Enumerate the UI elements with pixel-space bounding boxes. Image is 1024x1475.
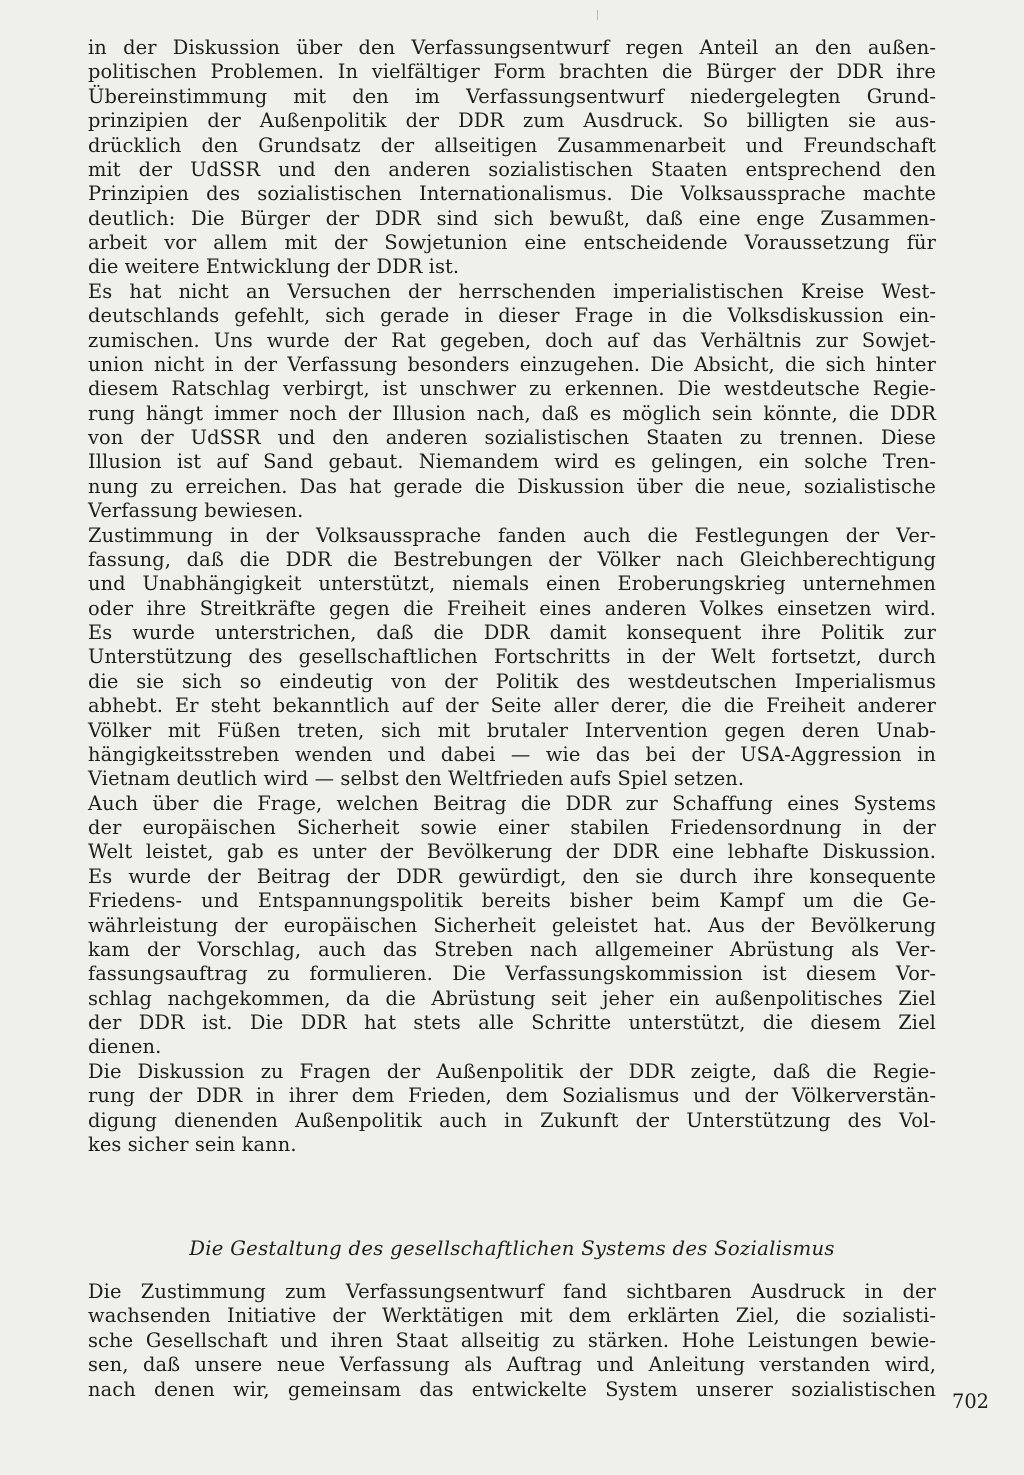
text-line: nung zu erreichen. Das hat gerade die Diskussion über die neue, sozialistische xyxy=(88,474,936,498)
text-line: Es wurde der Beitrag der DDR gewürdigt, den sie durch ihre konsequente xyxy=(88,864,936,888)
text-line: rung hängt immer noch der Illusion nach, daß es möglich sein könnte, die DDR xyxy=(88,401,936,425)
text-line: Übereinstimmung mit den im Verfassungsentwurf niedergelegten Grund- xyxy=(88,84,936,108)
text-line: deutschlands gefehlt, sich gerade in dieser Frage in die Volksdiskussion ein- xyxy=(88,304,936,328)
text-line: kam der Vorschlag, auch das Streben nach allgemeiner Abrüstung als Ver- xyxy=(88,937,936,961)
scan-mark xyxy=(597,10,598,20)
text-line: rung der DDR in ihrer dem Frieden, dem Sozialismus und der Völkerverstän- xyxy=(88,1084,936,1108)
text-line: dienen. xyxy=(88,1035,162,1059)
text-line: Die Diskussion zu Fragen der Außenpolitik der DDR zeigte, daß die Regie- xyxy=(88,1059,936,1083)
text-line: hängigkeitsstreben wenden und dabei — wie das bei der USA-Aggression in xyxy=(88,742,936,766)
text-line: Friedens- und Entspannungspolitik bereits bisher beim Kampf um die Ge- xyxy=(88,889,936,913)
text-line: Welt leistet, gab es unter der Bevölkerung der DDR eine lebhafte Diskussion. xyxy=(88,840,936,864)
text-line: der DDR ist. Die DDR hat stets alle Schritte unterstützt, die diesem Ziel xyxy=(88,1011,936,1034)
section-heading: Die Gestaltung des gesellschaftlichen Systems des Sozialismus xyxy=(189,1237,835,1260)
text-line: in der Diskussion über den Verfassungsentwurf regen Anteil an den außen- xyxy=(88,36,936,59)
body-text-top xyxy=(88,36,936,1157)
page-number: 702 xyxy=(952,1390,990,1413)
text-line: von der UdSSR und den anderen sozialistischen Staaten zu trennen. Diese xyxy=(88,426,936,449)
text-line: Unterstützung des gesellschaftlichen Fortschritts in der Welt fortsetzt, durch xyxy=(88,645,936,669)
text-line: Vietnam deutlich wird — selbst den Weltfrieden aufs Spiel setzen. xyxy=(88,767,745,791)
text-line: oder ihre Streitkräfte gegen die Freiheit eines anderen Volkes einsetzen wird. xyxy=(88,596,936,620)
text-line: abhebt. Er steht bekanntlich auf der Seite aller derer, die die Freiheit anderer xyxy=(88,694,936,718)
text-line: Völker mit Füßen treten, sich mit brutaler Intervention gegen deren Unab- xyxy=(88,718,936,742)
text-line: schlag nachgekommen, da die Abrüstung seit jeher ein außenpolitisches Ziel xyxy=(88,986,936,1010)
text-line: die weitere Entwicklung der DDR ist. xyxy=(88,255,460,279)
text-line: die sie sich so eindeutig von der Politik des westdeutschen Imperialismus xyxy=(88,669,936,693)
text-line: währleistung der europäischen Sicherheit geleistet hat. Aus der Bevölkerung xyxy=(88,913,936,937)
text-line: und Unabhängigkeit unterstützt, niemals einen Eroberungskrieg unternehmen xyxy=(88,572,936,596)
text-line: Zustimmung in der Volksaussprache fanden auch die Festlegungen der Ver- xyxy=(88,523,936,547)
text-line: Verfassung bewiesen. xyxy=(88,499,304,523)
text-line: der europäischen Sicherheit sowie einer stabilen Friedensordnung in der xyxy=(88,816,936,839)
text-line: wachsenden Initiative der Werktätigen mit dem erklärten Ziel, die sozialisti- xyxy=(88,1304,936,1328)
text-line: digung dienenden Außenpolitik auch in Zukunft der Unterstützung des Vol- xyxy=(88,1108,936,1132)
text-line: Illusion ist auf Sand gebaut. Niemandem wird es gelingen, ein solche Tren- xyxy=(88,450,936,474)
text-line: mit der UdSSR und den anderen sozialistischen Staaten entsprechend den xyxy=(88,157,936,181)
text-line: arbeit vor allem mit der Sowjetunion eine entscheidende Voraussetzung für xyxy=(88,231,936,254)
text-line: sche Gesellschaft und ihren Staat allseitig zu stärken. Hohe Leistungen bewie- xyxy=(88,1328,936,1352)
text-line: nach denen wir, gemeinsam das entwickelte System unserer sozialistischen xyxy=(88,1377,936,1401)
text-line: drücklich den Grundsatz der allseitigen Zusammenarbeit und Freundschaft xyxy=(88,133,936,157)
text-line: prinzipien der Außenpolitik der DDR zum Ausdruck. So billigten sie aus- xyxy=(88,109,936,133)
text-line: fassungsauftrag zu formulieren. Die Verfassungskommission ist diesem Vor- xyxy=(88,962,936,986)
text-line: sen, daß unsere neue Verfassung als Auftrag und Anleitung verstanden wird, xyxy=(88,1353,936,1377)
text-line: Prinzipien des sozialistischen Internationalismus. Die Volksaussprache machte xyxy=(88,182,936,206)
text-line: Die Zustimmung zum Verfassungsentwurf fand sichtbaren Ausdruck in der xyxy=(88,1280,936,1303)
text-line: politischen Problemen. In vielfältiger Form brachten die Bürger der DDR ihre xyxy=(88,60,936,84)
text-line: union nicht in der Verfassung besonders einzugehen. Die Absicht, die sich hinter xyxy=(88,352,936,376)
text-line: fassung, daß die DDR die Bestrebungen der Völker nach Gleichberechtigung xyxy=(88,547,936,571)
text-line: kes sicher sein kann. xyxy=(88,1132,297,1156)
text-line: Auch über die Frage, welchen Beitrag die DDR zur Schaffung eines Systems xyxy=(88,791,936,815)
text-line: zumischen. Uns wurde der Rat gegeben, doch auf das Verhältnis zur Sowjet- xyxy=(88,328,936,352)
text-line: Es wurde unterstrichen, daß die DDR damit konsequent ihre Politik zur xyxy=(88,621,936,644)
text-line: deutlich: Die Bürger der DDR sind sich bewußt, daß eine enge Zusammen- xyxy=(88,206,936,230)
text-line: Es hat nicht an Versuchen der herrschenden imperialistischen Kreise West- xyxy=(88,279,936,303)
body-text-bottom xyxy=(88,1280,936,1402)
text-line: diesem Ratschlag verbirgt, ist unschwer zu erkennen. Die westdeutsche Regie- xyxy=(88,377,936,401)
